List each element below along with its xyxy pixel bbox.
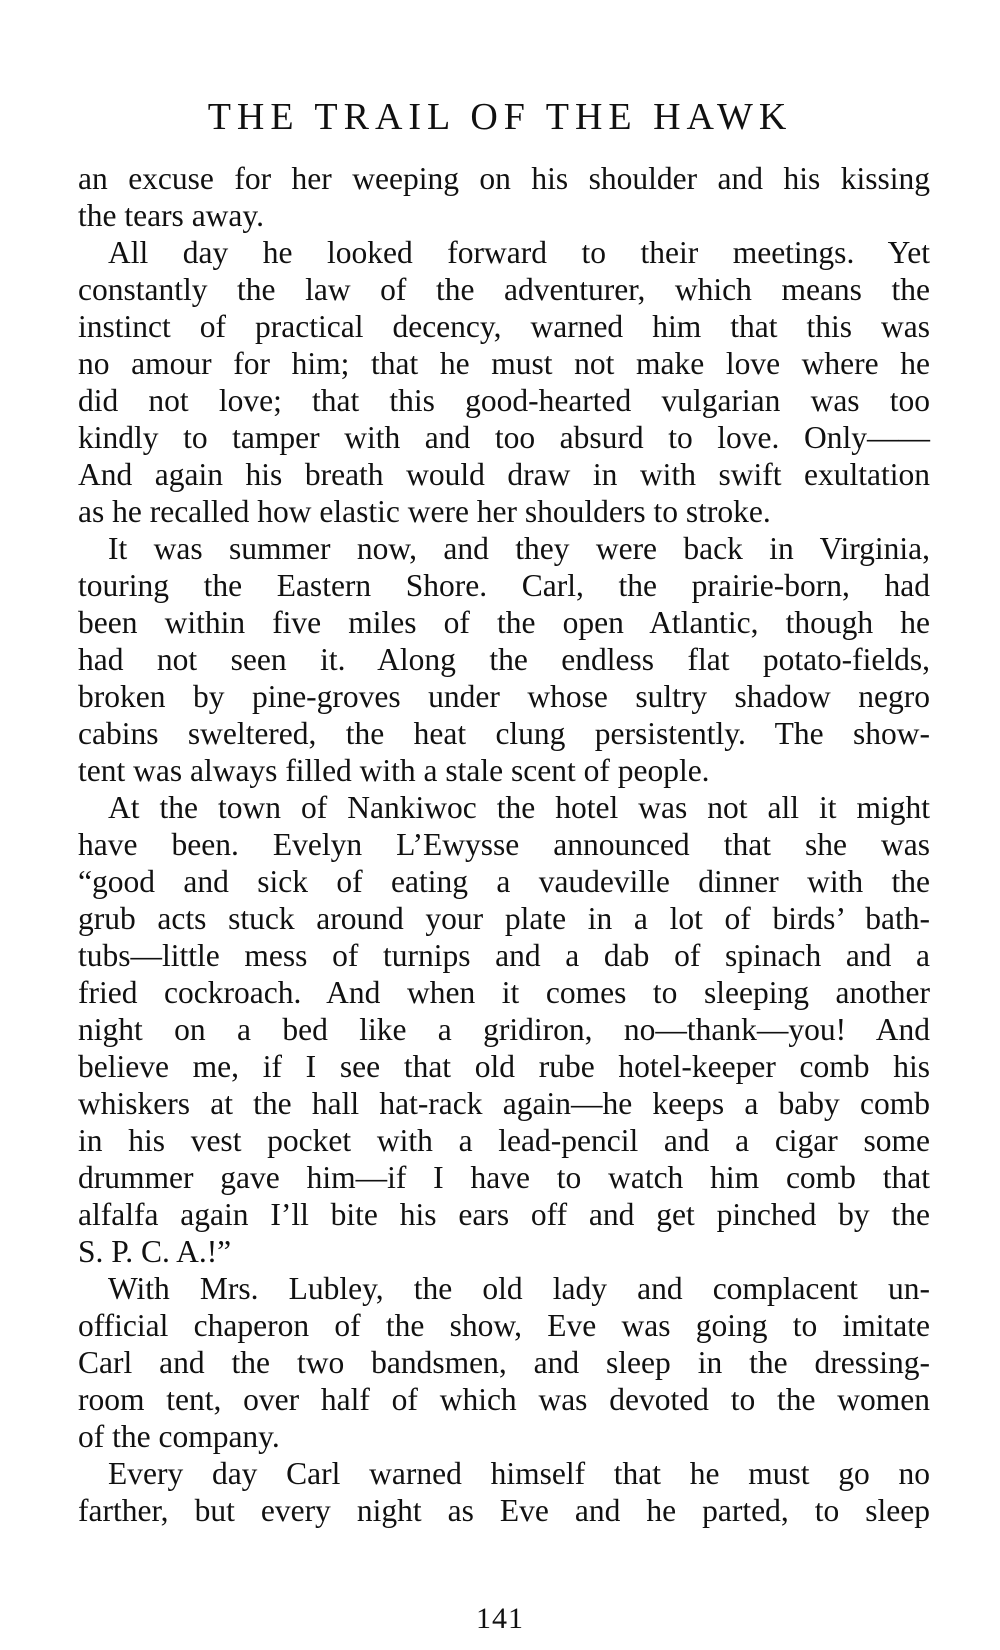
text-line: an excuse for her weeping on his shoulder and his kissing bbox=[78, 161, 930, 196]
text-line: S. P. C. A.!” bbox=[78, 1234, 232, 1269]
text-line: And again his breath would draw in with swift exultation bbox=[78, 457, 930, 492]
text-line: night on a bed like a gridiron, no—thank—you! And bbox=[78, 1012, 930, 1047]
text-line: grub acts stuck around your plate in a lot of birds’ bath- bbox=[78, 901, 930, 936]
text-line: the tears away. bbox=[78, 198, 264, 233]
text-line: kindly to tamper with and too absurd to love. Only—— bbox=[78, 420, 930, 455]
text-line: drummer gave him—if I have to watch him comb that bbox=[78, 1160, 930, 1195]
text-line: Every day Carl warned himself that he must go no bbox=[108, 1456, 930, 1491]
text-line: no amour for him; that he must not make love where he bbox=[78, 346, 930, 381]
text-line: tent was always filled with a stale scent of people. bbox=[78, 753, 710, 788]
text-line: It was summer now, and they were back in Virginia, bbox=[108, 531, 930, 566]
text-line: fried cockroach. And when it comes to sleeping another bbox=[78, 975, 930, 1010]
text-line: in his vest pocket with a lead-pencil and a cigar some bbox=[78, 1123, 930, 1158]
text-line: of the company. bbox=[78, 1419, 280, 1454]
text-line: alfalfa again I’ll bite his ears off and get pinched by the bbox=[78, 1197, 930, 1232]
text-line: room tent, over half of which was devoted to the women bbox=[78, 1382, 930, 1417]
page-number: 141 bbox=[476, 1602, 524, 1635]
text-line: have been. Evelyn L’Ewysse announced that she was bbox=[78, 827, 930, 862]
text-line: had not seen it. Along the endless flat potato-fields, bbox=[78, 642, 930, 677]
text-line: cabins sweltered, the heat clung persistently. The show- bbox=[78, 716, 930, 751]
text-line: “good and sick of eating a vaudeville dinner with the bbox=[78, 864, 930, 899]
text-line: instinct of practical decency, warned him that this was bbox=[78, 309, 930, 344]
text-line: farther, but every night as Eve and he parted, to sleep bbox=[78, 1493, 930, 1528]
text-line: constantly the law of the adventurer, which means the bbox=[78, 272, 930, 307]
text-line: official chaperon of the show, Eve was going to imitate bbox=[78, 1308, 930, 1343]
text-line: touring the Eastern Shore. Carl, the prairie-born, had bbox=[78, 568, 930, 603]
text-line: broken by pine-groves under whose sultry shadow negro bbox=[78, 679, 930, 714]
text-line: Carl and the two bandsmen, and sleep in the dressing- bbox=[78, 1345, 930, 1380]
text-line: whiskers at the hall hat-rack again—he keeps a baby comb bbox=[78, 1086, 930, 1121]
text-line: been within five miles of the open Atlantic, though he bbox=[78, 605, 930, 640]
text-line: tubs—little mess of turnips and a dab of spinach and a bbox=[78, 938, 930, 973]
text-line: All day he looked forward to their meetings. Yet bbox=[108, 235, 930, 270]
text-line: At the town of Nankiwoc the hotel was not all it might bbox=[108, 790, 930, 825]
body-text bbox=[78, 160, 930, 1529]
text-line: did not love; that this good-hearted vulgarian was too bbox=[78, 383, 930, 418]
text-line: as he recalled how elastic were her shoulders to stroke. bbox=[78, 494, 771, 529]
text-line: With Mrs. Lubley, the old lady and complacent un- bbox=[108, 1271, 930, 1306]
running-title: THE TRAIL OF THE HAWK bbox=[207, 96, 793, 138]
text-line: believe me, if I see that old rube hotel-keeper comb his bbox=[78, 1049, 930, 1084]
